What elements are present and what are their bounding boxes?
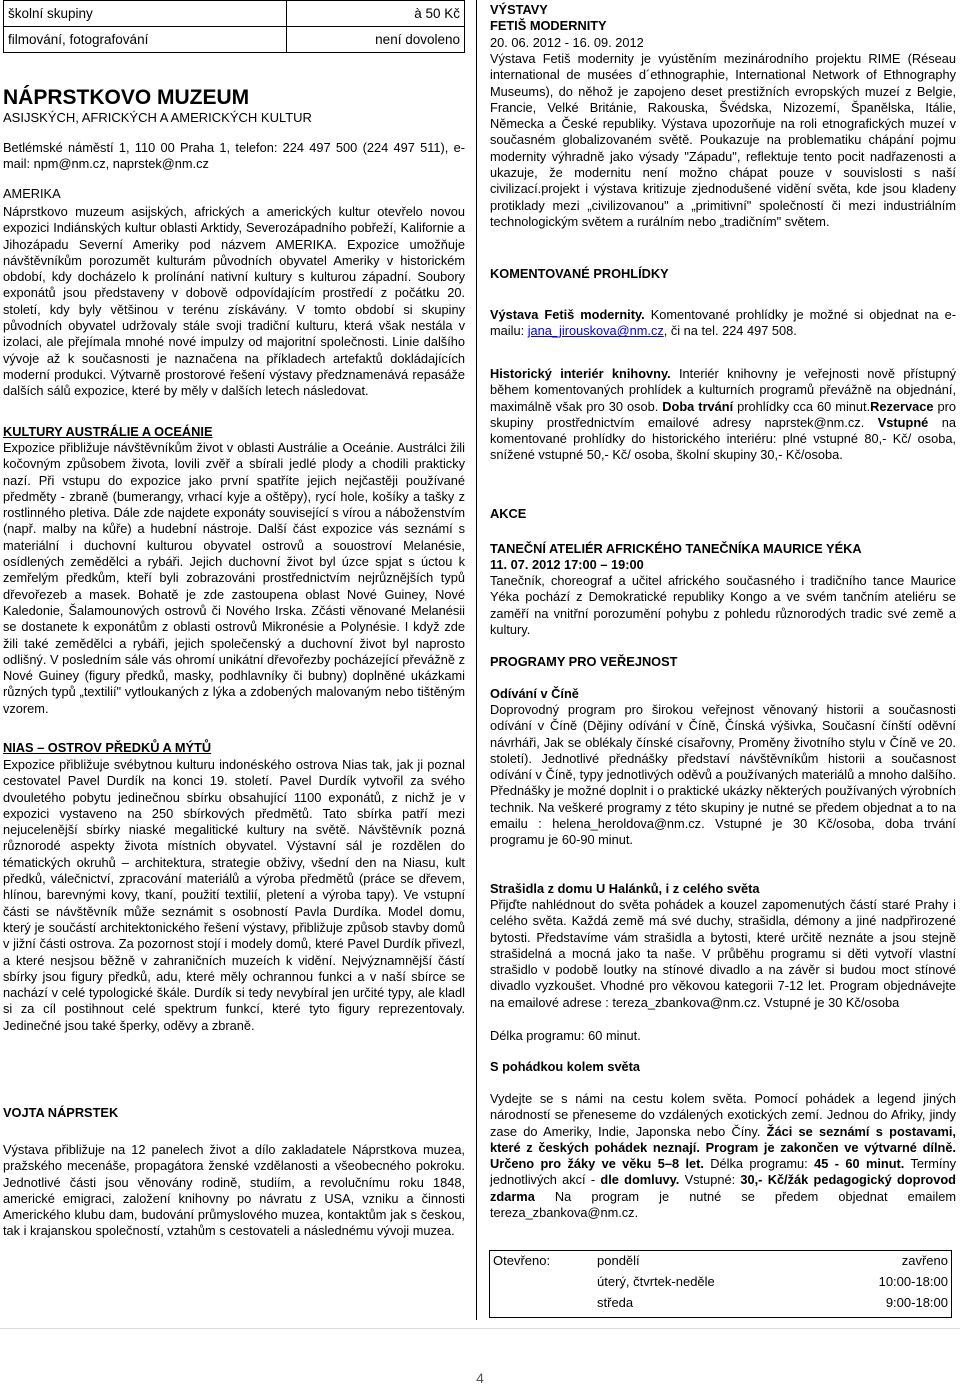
vystavy-heading: VÝSTAVY — [490, 2, 548, 17]
atelier-text: Tanečník, choreograf a učitel afrického současného i tradičního tance Maurice Yéka pochází z Demokratické republiky Kongo a ve svém tančním ateliéru se zaměří na vnitřní porozumění pohybu z pohledu různorodých tradic své země a kultury. — [490, 573, 956, 637]
fetis-text: Komentované prohlídky je možné si objednat na e-mailu: — [490, 307, 956, 339]
pohadka-text-3: Termíny jednotlivých akcí - — [490, 1156, 956, 1188]
fetis-tail: , či na tel. 224 497 508. — [663, 323, 797, 339]
amerika-text: Náprstkovo muzeum asijských, afrických a amerických kultur otevřelo novou expozici Indiánských kultur oblasti Arktidy, Severozápadního pobřeží, Kalifornie a Jihozápadu Severní Ameriky pod názvem AMERIKA. Expozice umožňuje návštěvníkům porozumět kulturám původních obyvatel Ameriky v historickém období, kdy docházelo k prolínání nativní kultury s kulturou západní. Soubory exponátů jsou představeny v dobově odpovídajícím prostředí z počátku 20. století, kdy byly většinou v terénu získávány. V tomto období si skupiny původních obyvatel udržovaly stále svoji tradiční kulturu, která však nestála v izolaci, ale přejímala mnohé nové impulzy od majoritní společnosti. Linie dalšího vývoje až k současnosti je naznačena na příkladech artefaktů dokládajících moderní produkci. Výtvarně prostorové řešení výstavy předznamenává repasáže dalších sálů expozice, které by měly v dalších letech následovat. — [3, 204, 465, 399]
pohadka-title: S pohádkou kolem světa — [490, 1059, 641, 1074]
interier-rez: pro skupiny prostřednictvím emailové adresy naprstek@nm.cz. — [490, 398, 956, 430]
akce-heading: AKCE — [490, 506, 527, 521]
nias-heading: NIAS – OSTROV PŘEDKŮ A MÝTŮ — [3, 740, 212, 755]
interier-doba: prohlídky cca 60 minut. — [733, 398, 871, 414]
pohadka-text-1: Vydejte se s námi na cestu kolem světa. Pomocí pohádek a legend jiných národností se přeneseme do vzdálených exotických zemí. Jednou do Afriky, jindy zase do Ameriky, Indie, Japonska nebo Číny. — [490, 1091, 956, 1139]
pohadka-text-2: Délka programu: — [703, 1156, 815, 1172]
hours-day: úterý, čtvrtek-neděle — [597, 1274, 715, 1289]
vystava-text: Výstava Fetiš modernity je vyústěním mezinárodního projektu RIME (Réseau international de musées d´ethnographie, International Network of Ethnography Museums), do něhož je zapojeno deset prestižních evropských muzeí z Belgie, Francie, Velké Británie, Rakouska, Švédska, Nizozemí, Španělska, Itálie, Německa a České republiky. Výstava upozorňuje na roli etnografických muzeí v současném globalizovaném světě. Poukazuje na problematiku chápání pojmu modernity výhradně jako výsady "Západu", reflektuje tento pocit nadřazenosti a ukazuje, že modernitu není možno chápat pouze v souvislosti s naší civilizací.projekt i výstava kritizuje zjednodušené vidění světa, kde jsou kladeny protiklady mezi „civilizovanou" a „primitivní" společností či mezi industriálním technologickým světem a rurálním nebo „tradičním" světem. — [490, 51, 956, 229]
strasidla-text: Přijďte nahlédnout do světa pohádek a kouzel zapomenutých částí staré Prahy i celého světa. Každá země má své duchy, strašidla, démony a jiné nadpřirozené bytosti. Představíme vám strašidla a bytosti, které určitě neznáte a jsou stejně strašidelná a mocná jako ta naše. V průběhu programu si děti vytvoří vlastní strašidlo v podobě loutky na stínové divadlo a na závěr si budou moct stínové divadlo vyzkoušet. Vhodné pro věkovou kategorii 7-12 let. Program objednávejte na emailové adrese : tereza_zbankova@nm.cz. Vstupné je 30 Kč/osoba — [490, 897, 956, 1010]
hours-day: pondělí — [597, 1253, 640, 1268]
table-row — [4, 27, 465, 53]
table-row — [489, 1271, 952, 1292]
table-row — [489, 1292, 952, 1313]
table-row — [489, 1250, 952, 1271]
pohadka-bold-1: Žáci se seznámí s postavami, které z českých pohádek neznají. Program je zakončen ve výtvarné dílně. Určeno pro žáky ve věku 5–8 let. — [490, 1123, 956, 1172]
fetis-email-link[interactable]: jana_jirouskova@nm.cz — [527, 323, 664, 339]
odivani-title: Odívání v Číně — [490, 686, 579, 701]
fetis-label: Výstava Fetiš modernity. — [490, 307, 645, 322]
australie-heading: KULTURY AUSTRÁLIE A OCEÁNIE — [3, 424, 213, 439]
hours-time: 9:00-18:00 — [885, 1295, 948, 1310]
pohadka-text-5: Na program je nutné se předem objednat emailem tereza_zbankova@nm.cz. — [490, 1188, 956, 1221]
interier-vstupne-label: Vstupné — [877, 414, 929, 430]
table-row — [4, 1, 465, 27]
interier-label: Historický interiér knihovny. — [490, 366, 671, 381]
interier-doba-label: Doba trvání — [662, 398, 734, 414]
odivani-text: Doprovodný program pro širokou veřejnost věnovaný historii a současnosti odívání v Číně (Dějiny odívání v Číně, Čínská výšivka, Současní čínští oděvní návrháři, Jak se oblékaly čínské císařovny, Proměny životního stylu v Číně ve 20. století). Jednotlivé přednášky představí návštěvníkům historii a současnost odívání v Číně, typy jednotlivých oděvů a používaných materiálů a mnoho dalšího. Přednášky je možné doplnit i o praktické ukázky některých používaných výrobních technik. Na veškeré programy z této skupiny je nutné se předem objednat a to na emailu : helena_heroldova@nm.cz. Vstupné je 30 Kč/osoba, doba trvání programu je 60-90 minut. — [490, 702, 956, 848]
left-column — [0, 0, 470, 1320]
opening-hours-table — [489, 1250, 952, 1313]
atelier-title: TANEČNÍ ATELIÉR AFRICKÉHO TANEČNÍKA MAURICE YÉKA — [490, 541, 862, 556]
admission-value: à 50 Kč — [287, 1, 465, 27]
vojta-heading: VOJTA NÁPRSTEK — [3, 1105, 119, 1120]
fetis-prohlidky — [490, 307, 956, 340]
pohadka-bold-4: 30,- Kč/žák pedagogický doprovod zdarma — [490, 1172, 956, 1204]
hours-label: Otevřeno: — [493, 1253, 551, 1268]
admission-label: školní skupiny — [4, 1, 287, 27]
australie-text: Expozice přibližuje návštěvníkům život v oblasti Austrálie a Oceánie. Austrálci žili kočovným způsobem života, lovili zvěř a sbírali jedlé plody a chodili prakticky nazí. Při vstupu do expozice jako první spatříte jejich nejčastěji používané předměty - zbraně (bumerangy, vrhací kyje a oštěpy), rycí hole, košíky a tašky z rostlinného pletiva. Dále zde najdete exponáty související s vírou a náboženstvím (např. malby na kůře) a hudební nástroje. Další část expozice vás seznámí s materiální i duchovní kulturou obyvatel ostrovů a souostroví Melanésie, osídlených zemědělci a rybáři. Jejich duchovní život byl úzce spjat s úctou k zemřelým předkům, kteří byli zobrazováni prostřednictvím nejrůznějších typů dřevořezeb a masek. Bohatě je zde zastoupena oblast Nové Guiney, Nové Kaledonie, Šalamounových ostrovů či Nového Irska. Zčásti věnované Melanésii se dostanete k exponátům z oblasti ostrovů Mikronésie a Polynésie. I když zde žili také zemědělci a rybáři, jejich společenský a duchovní život byl naprosto odlišný. V posledním sále vás ohromí unikátní dřevořezby pocházející převážně z Nové Guiney (figury předků, masky, podhlavníky či bubny) doplněné ukázkami různých typů „textilií" vytloukaných z lýka a zdobených malovaným nebo tištěným vzorem. — [3, 440, 465, 716]
vojta-text: Výstava přibližuje na 12 panelech život a dílo zakladatele Náprstkova muzea, pražského mecenáše, propagátora ženské vzdělanosti a všeobecného pokroku. Jednotlivé části jsou věnovány rodině, studiím, a revolučnímu roku 1848, americké emigraci, založení knihovny po návratu z USA, vzniku a činnosti Amerického klubu dam, budování průmyslového muzea, kontaktům jak s českou, tak i krajanskou společností, vztahům s cestovateli a následnému vývoji muzea. — [3, 1142, 465, 1239]
interier-rez-label: Rezervace — [870, 398, 934, 414]
interier-vstupne: na komentované prohlídky do historického interiéru: plné vstupné 80,- Kč/ osoba, snížené vstupné 50,- Kč/ osoba, školní skupiny 30,- Kč/osoba. — [490, 414, 956, 463]
strasidla-delka: Délka programu: 60 minut. — [490, 1028, 641, 1043]
hours-time: zavřeno — [901, 1253, 948, 1268]
pohadka-text — [490, 1091, 956, 1221]
vystava-dates: 20. 06. 2012 - 16. 09. 2012 — [490, 35, 644, 50]
museum-subtitle: ASIJSKÝCH, AFRICKÝCH A AMERICKÝCH KULTUR — [3, 110, 312, 125]
museum-address: Betlémské náměstí 1, 110 00 Praha 1, telefon: 224 497 500 (224 497 511), e-mail: npm@nm.cz, naprstek@nm.cz — [3, 140, 465, 172]
museum-title: NÁPRSTKOVO MUZEUM — [3, 86, 250, 109]
strasidla-title: Strašidla z domu U Halánků, i z celého světa — [490, 881, 760, 896]
pohadka-bold-2: 45 - 60 minut. — [814, 1156, 905, 1172]
hours-day: středa — [597, 1295, 634, 1310]
admission-table — [3, 0, 465, 53]
interier-text: Interiér knihovny je veřejnosti nově přístupný během komentovaných prohlídek a kulturních programů převážně na objednání, maximálně však pro 30 osob. — [490, 366, 956, 414]
programy-heading: PROGRAMY PRO VEŘEJNOST — [490, 654, 678, 669]
amerika-heading: AMERIKA — [3, 186, 61, 201]
vystava-title: FETIŠ MODERNITY — [490, 18, 607, 33]
admission-label: filmování, fotografování — [4, 27, 287, 53]
atelier-date: 11. 07. 2012 17:00 – 19:00 — [490, 557, 644, 572]
komentovane-heading: KOMENTOVANÉ PROHLÍDKY — [490, 266, 669, 281]
pohadka-text-4: Vstupné: — [679, 1172, 741, 1188]
page-divider — [0, 1328, 960, 1329]
pohadka-bold-3: dle domluvy. — [600, 1172, 680, 1188]
interier-prohlidky — [490, 366, 956, 464]
admission-value: není dovoleno — [287, 27, 465, 53]
right-column — [476, 0, 960, 1320]
nias-text: Expozice přibližuje svébytnou kulturu indonéského ostrova Nias tak, jak ji poznal cestovatel Pavel Durdík na konci 19. století. Pavel Durdík vytvořil za svého dvouletého pobytu jedinečnou sbírku obsahující 1100 exponátů, z nichž je v expozici vystaveno na 250 sbírkových předmětů. Tato sbírka patří mezi nejucelenější sbírky niaské megalitické kultury na světě. Návštěvník pozná různorodé aspekty života místních obyvatel. Výstavní sál je rozdělen do tématických okruhů – architektura, strategie obživy, všední den na Niasu, kult předků, válečnictví, zpracování materiálů a výroba předmětů (práce se dřevem, hlínou, barevnými kovy, tkaní, použití textilií, pletení a výroba tapy). Ve vstupní části se návštěvník může seznámit s osobností Pavla Durdíka. Model domu, který je součástí architektonického řešení výstavy, přibližuje způsob stavby domů v jižní části ostrova. Za pozornost stojí i modely domů, které Pavel Durdík přivezl, a které nesjsou běžně v zahraničních muzeích k vidění. Nejvýznamnější částí sbírky jsou figury předků, adu, které měly ochrannou funkci a v naší sbírce se nachází v celé typologické škále. Durdík si tedy nevybíral jen určité typy, ale kladl si za cíl postihnout celé spektrum funkcí, které tyto figury reprezentovaly. Jedinečné jsou také šperky, oděvy a zbraně. — [3, 757, 465, 1033]
hours-time: 10:00-18:00 — [878, 1274, 948, 1289]
page-number: 4 — [476, 1370, 484, 1386]
